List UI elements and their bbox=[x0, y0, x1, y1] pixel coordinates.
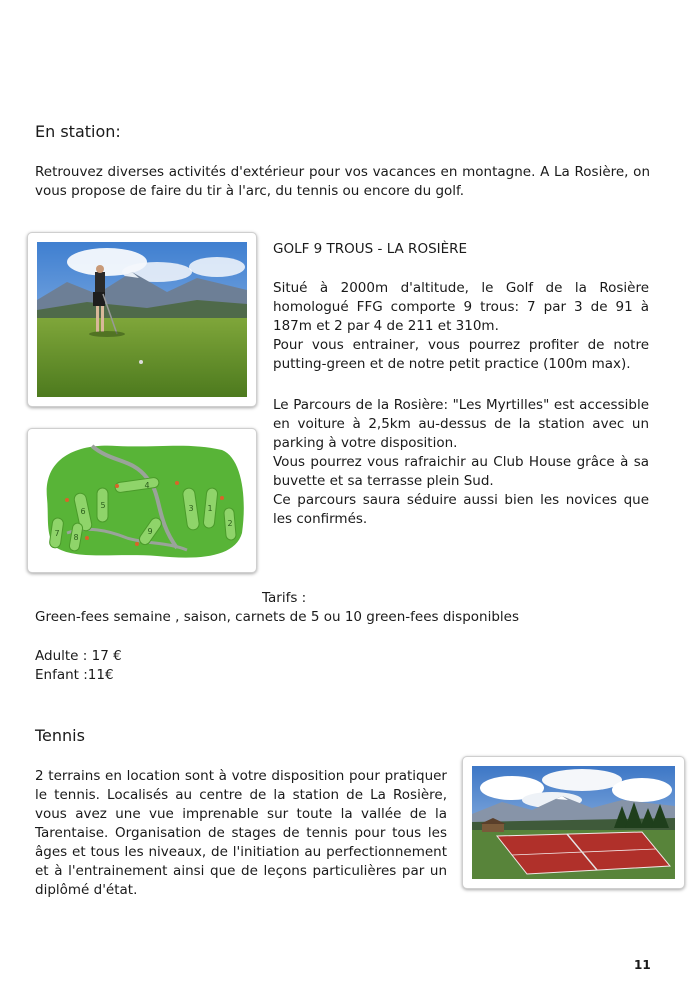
golf-title: GOLF 9 TROUS - LA ROSIÈRE bbox=[273, 241, 468, 257]
golf-line: buvette et sa terrasse plein Sud. bbox=[273, 473, 494, 489]
page-number: 11 bbox=[634, 958, 651, 972]
tarifs-title: Tarifs : bbox=[262, 590, 307, 606]
tennis-line: et à l'entrainement ainsi que de leçons particulières par un bbox=[35, 863, 447, 879]
station-intro-line: vous propose de faire du tir à l'arc, du tennis ou encore du golf. bbox=[35, 183, 465, 199]
tarif-adult: Adulte : 17 € bbox=[35, 648, 122, 664]
golf-line: en voiture à 2,5km au-dessus de la station avec un bbox=[273, 416, 649, 432]
map-hole-number: 9 bbox=[147, 527, 153, 536]
golf-line: 187m et 2 par 4 de 211 et 310m. bbox=[273, 318, 499, 334]
golf-course-map bbox=[27, 428, 257, 573]
golf-line: parking à votre disposition. bbox=[273, 435, 458, 451]
map-hole-number: 4 bbox=[144, 481, 150, 490]
golf-photo bbox=[27, 232, 257, 407]
tennis-photo-image bbox=[472, 766, 675, 879]
tennis-line: le tennis. Localisés au centre de la station de La Rosière, bbox=[35, 787, 447, 803]
golf-line: homologué FFG comporte 9 trous: 7 par 3 de 91 à bbox=[273, 299, 649, 315]
map-hole-number: 6 bbox=[80, 507, 86, 516]
golf-photo-image bbox=[37, 242, 247, 397]
tennis-line: Tarentaise. Organisation de stages de tennis pour tous les bbox=[35, 825, 447, 841]
golf-description-2 bbox=[273, 396, 649, 529]
map-hole-number: 2 bbox=[227, 519, 233, 528]
map-hole-number: 1 bbox=[207, 504, 213, 513]
tennis-photo bbox=[462, 756, 685, 889]
station-intro-line: Retrouvez diverses activités d'extérieur pour vos vacances en montagne. A La Rosière, on bbox=[35, 164, 650, 180]
map-hole-number: 7 bbox=[54, 529, 60, 538]
section-heading-tennis: Tennis bbox=[35, 726, 85, 745]
golf-line: Ce parcours saura séduire aussi bien les novices que bbox=[273, 492, 649, 508]
map-hole-number: 8 bbox=[73, 533, 79, 542]
tennis-line: 2 terrains en location sont à votre disposition pour pratiquer bbox=[35, 768, 447, 784]
golf-description-1 bbox=[273, 279, 649, 374]
map-hole-number: 5 bbox=[100, 501, 106, 510]
tennis-description bbox=[35, 767, 447, 900]
tennis-line: diplômé d'état. bbox=[35, 882, 138, 898]
map-hole-number: 3 bbox=[188, 504, 194, 513]
golf-line: Le Parcours de la Rosière: "Les Myrtilles" est accessible bbox=[273, 397, 649, 413]
section-heading-station: En station: bbox=[35, 122, 121, 141]
golf-line: Pour vous entrainer, vous pourrez profiter de notre bbox=[273, 337, 649, 353]
tennis-line: vous avez une vue imprenable sur toute la vallée de la bbox=[35, 806, 447, 822]
tennis-line: âges et tous les niveaux, de l'initiation au perfectionnement bbox=[35, 844, 447, 860]
golf-line: les confirmés. bbox=[273, 511, 368, 527]
tarif-child: Enfant :11€ bbox=[35, 667, 114, 683]
tarifs-line: Green-fees semaine , saison, carnets de 5 ou 10 green-fees disponibles bbox=[35, 609, 519, 625]
golf-course-map-image bbox=[37, 438, 247, 563]
golf-line: putting-green et de notre petit practice (100m max). bbox=[273, 356, 631, 372]
golf-line: Vous pourrez vous rafraichir au Club House grâce à sa bbox=[273, 454, 649, 470]
golf-line: Situé à 2000m d'altitude, le Golf de la Rosière bbox=[273, 280, 649, 296]
station-intro bbox=[35, 163, 650, 201]
